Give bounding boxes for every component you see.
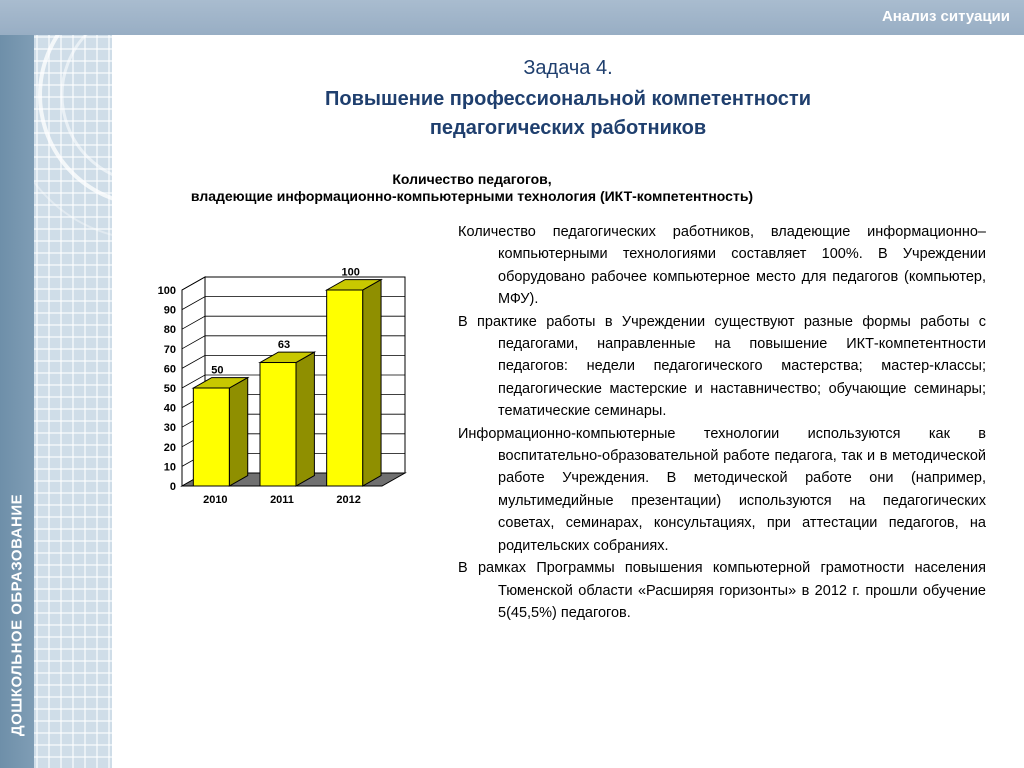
bar-chart [146,260,446,520]
x-tick-label: 2011 [270,494,294,506]
y-tick-label: 90 [163,304,176,317]
chart-title-line1: Количество педагогов, [392,171,552,187]
task-title-text: Повышение профессиональной компетентности педагогических работников [324,88,811,139]
y-tick-label: 50 [163,383,176,395]
y-tick-label: 60 [163,363,176,376]
y-tick-label: 20 [163,441,176,454]
description-text [458,221,986,624]
bar [193,388,229,486]
x-tick-label: 2012 [336,494,361,506]
bar [327,290,363,486]
sidebar-strip [0,0,34,768]
paragraph: В рамках Программы повышения компьютерной грамотности населения Тюменской области «Расширяя горизонты» в 2012 г. прошли обучение 5(45,5%) педагогов. [458,560,986,621]
data-label: 50 [211,364,224,377]
y-tick-label: 40 [163,402,176,415]
data-label: 100 [341,266,360,279]
bar-side [363,280,381,486]
y-tick-label: 100 [157,285,176,297]
y-tick-label: 80 [163,324,176,337]
bar-side [296,352,314,486]
data-label: 63 [277,339,291,352]
sidebar-label: ДОШКОЛЬНОЕ ОБРАЗОВАНИЕ [8,493,26,737]
y-tick-label: 0 [169,481,176,493]
top-bar [0,0,1024,35]
y-tick-label: 70 [163,343,176,356]
y-tick-label: 10 [163,461,176,474]
task-number: Задача 4. [523,57,613,79]
slide-content [112,35,1024,768]
y-tick-label: 30 [163,422,176,435]
x-tick-label: 2010 [203,494,228,506]
section-title: Анализ ситуации [881,8,1010,25]
task-title [112,85,1024,143]
bar-side [229,378,247,486]
paragraph: Количество педагогических работников, владеющие информационно–компьютерными технологиями составляет 100%. В Учреждении оборудовано рабочее компьютерное место для педагогов (компьютер, МФУ). [458,224,986,308]
paragraph: В практике работы в Учреждении существуют разные формы работы с педагогами, направленные на повышение ИКТ-компетентности педагогов: недели педагогического мастерства; мастер-классы; педагогические мастерские и наставничество; обучающие семинары; тематические семинары. [458,313,986,420]
paragraph: Информационно-компьютерные технологии используются как в воспитательно-образовательной работе педагога, так и в методической работе Учреждения. В методической работе они (например, мультимедийные презентации) используются на педагогических советах, семинарах, консультациях, при аттестации педагогов, на родительских собраниях. [458,425,986,554]
bar [260,363,296,486]
chart-title-line2: владеющие информационно-компьютерными технология (ИКТ-компетентность) [190,188,754,204]
